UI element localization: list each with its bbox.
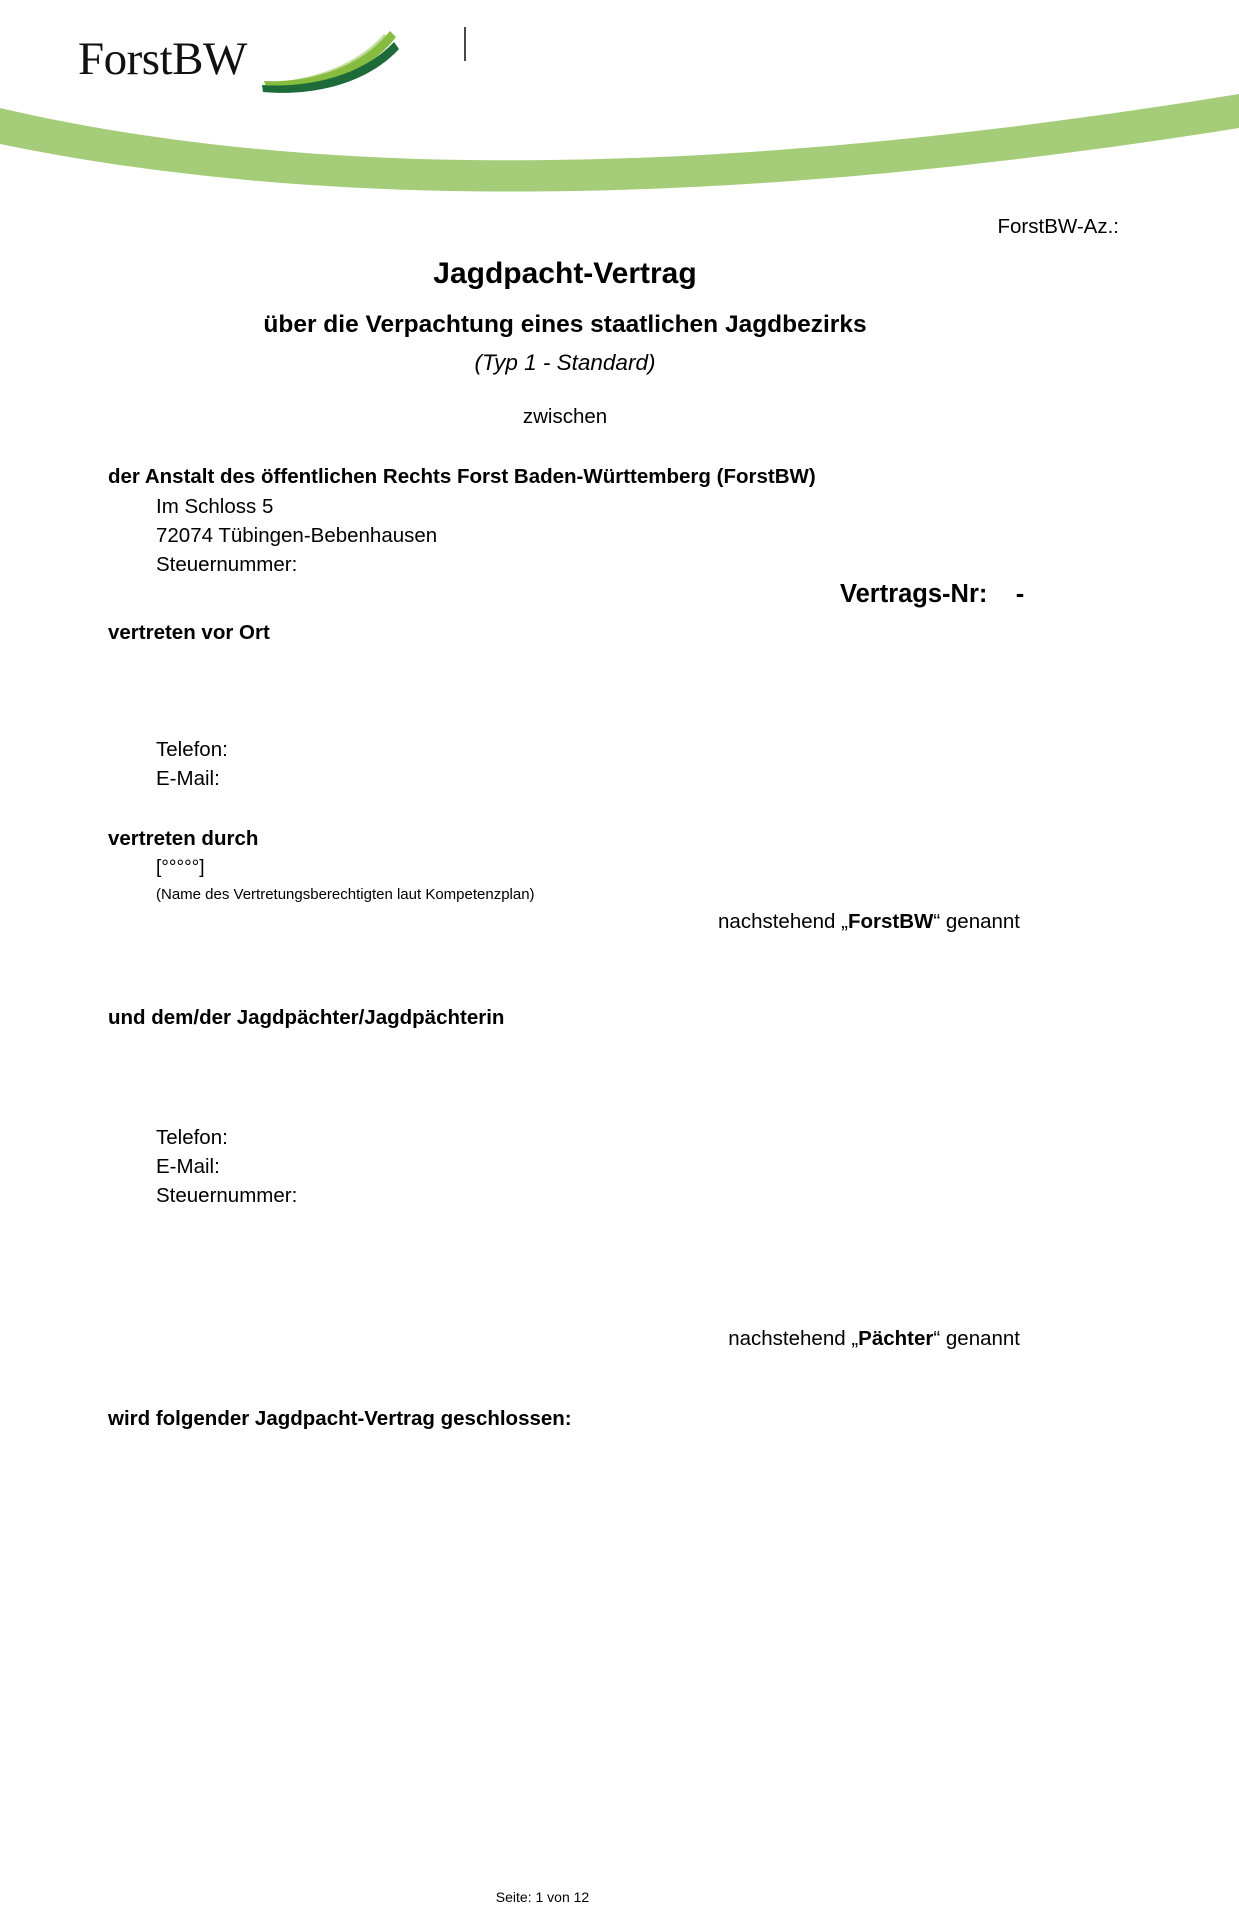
file-reference-label: ForstBW-Az.: [997,215,1119,238]
page-header [0,0,1239,195]
lessor-address-line-1: Im Schloss 5 [156,495,274,518]
lessor-tax-number-label: Steuernummer: [156,553,298,576]
between-label: zwischen [522,405,608,428]
lessee-referred-name: Pächter [858,1327,934,1350]
header-wave-decoration [0,86,1239,191]
page-footer: Seite: 1 von 12 [495,1889,590,1905]
lessor-email-label: E-Mail: [156,767,220,790]
contract-number-label: Vertrags-Nr: [840,580,988,608]
lessee-referred-suffix: “ genannt [933,1327,1020,1350]
lessor-referred-suffix: “ genannt [933,910,1020,933]
logo-wordmark: ForstBW [78,33,247,85]
lessee-email-label: E-Mail: [156,1155,220,1178]
lessee-tax-number-label: Steuernummer: [156,1184,298,1207]
lessor-address-line-2: 72074 Tübingen-Bebenhausen [156,524,438,547]
lessee-phone-label: Telefon: [156,1126,228,1149]
lessor-referred-prefix: nachstehend „ [718,910,848,933]
lessor-referred-to [0,910,1020,934]
text-cursor-marker [464,27,466,61]
closing-statement: wird folgender Jagdpacht-Vertrag geschlossen: [108,1407,572,1430]
representative-note: (Name des Vertretungsberechtigten laut Kompetenzplan) [156,886,535,903]
represented-locally-heading: vertreten vor Ort [108,621,270,644]
lessor-address-block [108,492,437,579]
contract-number [840,580,1024,609]
lessor-referred-name: ForstBW [847,910,934,933]
lessee-referred-to [0,1327,1020,1351]
lessee-referred-prefix: nachstehend „ [728,1327,859,1350]
representative-placeholder-row [108,853,205,882]
lessor-contact-block [108,735,228,793]
representative-placeholder: [°°°°°] [156,857,205,878]
logo-swoosh-icon [260,30,400,92]
page-title: Jagdpacht-Vertrag [433,257,697,290]
lessee-heading: und dem/der Jagdpächter/Jagdpächterin [108,1006,505,1029]
representative-note-row [108,885,535,905]
contract-number-value: - [1015,580,1025,608]
contract-type-label: (Typ 1 - Standard) [474,350,656,375]
represented-by-heading: vertreten durch [108,827,259,850]
lessor-phone-label: Telefon: [156,738,228,761]
lessor-heading: der Anstalt des öffentlichen Rechts Forst Baden-Württemberg (ForstBW) [108,465,816,488]
lessee-contact-block [108,1123,297,1210]
page-subtitle: über die Verpachtung eines staatlichen Jagdbezirks [263,311,867,338]
